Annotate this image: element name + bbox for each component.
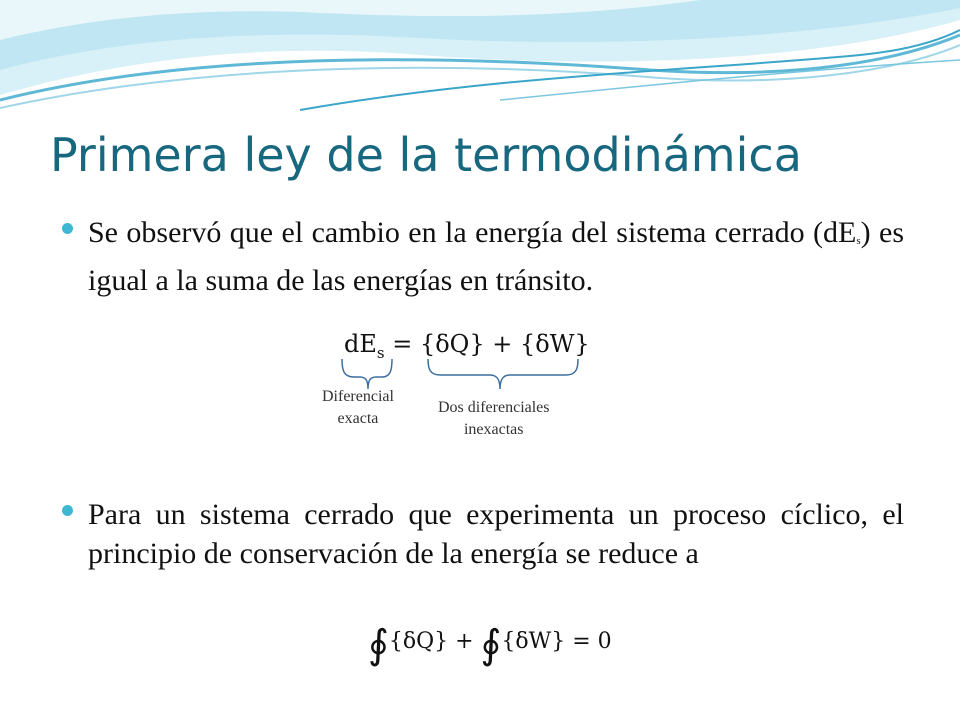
equation-1-subscript: s — [376, 343, 385, 362]
label-exact-differential: Diferencial exacta — [322, 388, 394, 427]
equation-2-term-2: {δW} = 0 — [501, 629, 612, 654]
equation-cyclic-process — [368, 622, 612, 668]
bullet-2-text: Para un sistema cerrado que experimenta un proceso cíclico, el principio de conservación de la energía se reduce a — [88, 498, 904, 570]
bullet-dot — [62, 505, 73, 516]
cyclic-integral-icon: ∮ — [368, 622, 389, 668]
label-inexact-differentials: Dos diferenciales inexactas — [438, 399, 550, 438]
bullet-1-subscript: s — [856, 235, 861, 247]
bullet-1-text-end: ) es igual a la suma de las energías en tránsito. — [88, 216, 904, 297]
bullet-item-2 — [62, 495, 904, 573]
bullet-dot — [62, 223, 73, 234]
equation-2-term-1: {δQ} + — [388, 629, 481, 654]
equation-1-lhs: dE — [344, 330, 377, 358]
equation-1-rhs: = {δQ} + {δW} — [384, 330, 590, 358]
slide-title: Primera ley de la termodinámica — [50, 128, 802, 182]
bullet-item-1 — [62, 213, 904, 300]
cyclic-integral-icon: ∮ — [480, 622, 502, 668]
bullet-1-text: Se observó que el cambio en la energía del sistema cerrado (dE — [88, 216, 857, 249]
